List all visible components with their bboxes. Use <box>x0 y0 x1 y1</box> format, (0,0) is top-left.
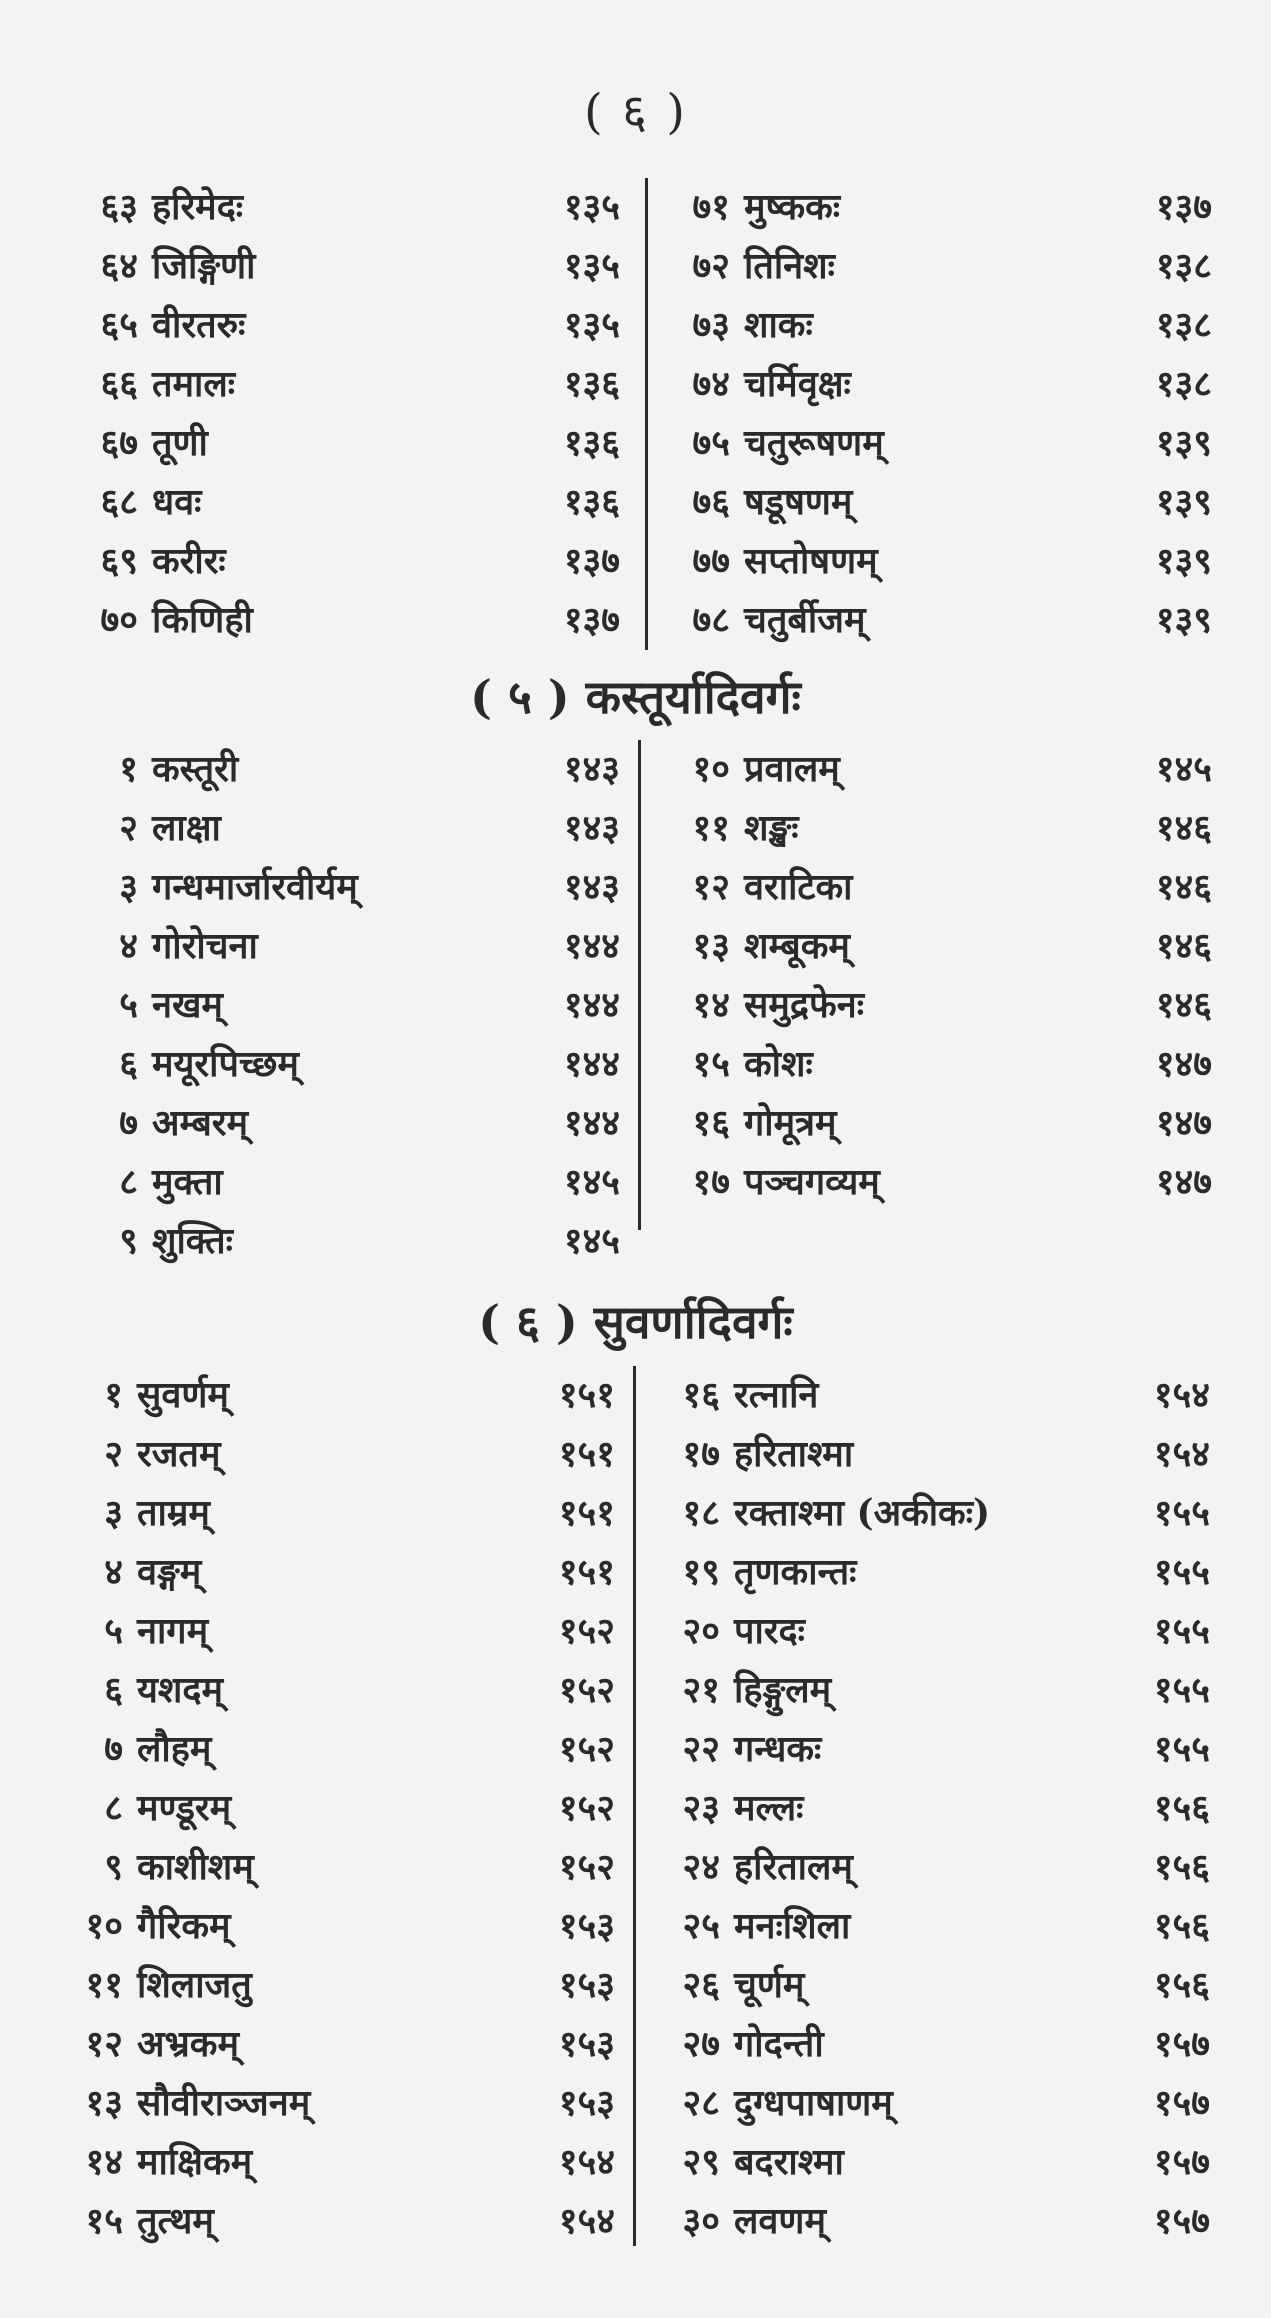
entry-number: १ <box>104 1374 123 1416</box>
entry-number: ६६ <box>100 363 138 405</box>
entry-page-number: १५३ <box>558 1905 615 1947</box>
entry-title: मुष्ककः <box>744 186 841 228</box>
entry-number: १५ <box>692 1043 730 1085</box>
entry-title: नखम् <box>152 984 223 1026</box>
entry-number: २४ <box>682 1846 720 1888</box>
entry-title: करीरः <box>152 540 226 582</box>
entry-page-number: १४४ <box>563 1043 620 1085</box>
toc-column-left <box>60 178 620 650</box>
entry-title: शिलाजतु <box>137 1964 252 2006</box>
entry-page-number: १५२ <box>558 1669 615 1711</box>
toc-entry <box>650 2133 1210 2192</box>
entry-number: ७ <box>104 1728 123 1770</box>
entry-page-number: १४६ <box>1155 866 1212 908</box>
entry-title: अभ्रकम् <box>137 2023 239 2065</box>
toc-entry <box>60 976 620 1035</box>
entry-title: तूणी <box>152 422 208 464</box>
entry-page-number: १३७ <box>563 599 620 641</box>
entry-page-number: १५३ <box>558 2023 615 2065</box>
entry-title: रक्ताश्मा (अकीकः) <box>734 1492 991 1534</box>
entry-page-number: १५५ <box>1153 1492 1210 1534</box>
toc-entry <box>650 1897 1210 1956</box>
entry-number: ३ <box>104 1492 123 1534</box>
entry-page-number: १४६ <box>1155 984 1212 1026</box>
entry-page-number: १५५ <box>1153 1551 1210 1593</box>
entry-title: गोरोचना <box>152 925 258 967</box>
entry-number: ११ <box>85 1964 123 2006</box>
entry-number: ९ <box>119 1220 138 1262</box>
entry-page-number: १३८ <box>1155 304 1212 346</box>
entry-number: ७६ <box>692 481 730 523</box>
entry-page-number: १४५ <box>563 1161 620 1203</box>
entry-title: हरितालम् <box>734 1846 853 1888</box>
entry-number: ७२ <box>692 245 730 287</box>
entry-title: जिङ्गिणी <box>152 245 256 287</box>
entry-page-number: १४३ <box>563 807 620 849</box>
entry-page-number: १५४ <box>1153 1374 1210 1416</box>
toc-column-left <box>60 740 620 1271</box>
toc-entry <box>650 1543 1210 1602</box>
entry-page-number: १४७ <box>1155 1102 1212 1144</box>
toc-entry <box>60 355 620 414</box>
toc-entry <box>45 1720 615 1779</box>
entry-number: १ <box>119 748 138 790</box>
entry-number: १६ <box>682 1374 720 1416</box>
column-divider <box>645 178 648 650</box>
entry-title: कोशः <box>744 1043 813 1085</box>
entry-number: १४ <box>692 984 730 1026</box>
column-divider <box>633 1366 636 2246</box>
entry-page-number: १३५ <box>563 304 620 346</box>
entry-title: सौवीराञ्जनम् <box>137 2082 311 2124</box>
entry-number: १५ <box>85 2200 123 2242</box>
toc-entry <box>650 1425 1210 1484</box>
entry-number: २८ <box>682 2082 720 2124</box>
entry-title: तिनिशः <box>744 245 835 287</box>
entry-number: १० <box>85 1905 123 1947</box>
entry-number: २३ <box>682 1787 720 1829</box>
entry-number: १३ <box>692 925 730 967</box>
toc-entry <box>60 1212 620 1271</box>
toc-entry <box>60 1094 620 1153</box>
toc-entry <box>660 355 1212 414</box>
entry-page-number: १५६ <box>1153 1787 1210 1829</box>
entry-number: २० <box>682 1610 720 1652</box>
toc-entry <box>660 917 1212 976</box>
entry-title: नागम् <box>137 1610 209 1652</box>
entry-page-number: १५४ <box>558 2200 615 2242</box>
entry-title: गोदन्ती <box>734 2023 824 2065</box>
entry-page-number: १३७ <box>563 540 620 582</box>
entry-number: ६८ <box>100 481 138 523</box>
toc-entry <box>660 178 1212 237</box>
entry-title: मनःशिला <box>734 1905 851 1947</box>
toc-entry <box>660 1094 1212 1153</box>
entry-page-number: १५२ <box>558 1610 615 1652</box>
entry-number: ११ <box>692 807 730 849</box>
entry-page-number: १४६ <box>1155 807 1212 849</box>
entry-page-number: १४३ <box>563 748 620 790</box>
entry-number: ६७ <box>100 422 138 464</box>
entry-page-number: १४५ <box>1155 748 1212 790</box>
entry-page-number: १५५ <box>1153 1728 1210 1770</box>
entry-title: अम्बरम् <box>152 1102 249 1144</box>
toc-entry <box>45 1897 615 1956</box>
entry-number: ४ <box>119 925 138 967</box>
entry-number: ६४ <box>100 245 138 287</box>
toc-entry <box>660 1035 1212 1094</box>
entry-number: ६९ <box>100 540 138 582</box>
toc-entry <box>650 1838 1210 1897</box>
toc-entry <box>660 296 1212 355</box>
entry-number: ८ <box>119 1161 138 1203</box>
entry-number: ९ <box>104 1846 123 1888</box>
toc-entry <box>45 2015 615 2074</box>
entry-title: सप्तोषणम् <box>744 540 878 582</box>
entry-number: २९ <box>682 2141 720 2183</box>
entry-title: तुत्थम् <box>137 2200 214 2242</box>
entry-page-number: १५१ <box>558 1374 615 1416</box>
section-heading: ( ५ ) कस्तूर्यादिवर्गः <box>470 670 801 724</box>
entry-title: रजतम् <box>137 1433 221 1475</box>
entry-page-number: १५३ <box>558 1964 615 2006</box>
toc-entry <box>45 1956 615 2015</box>
entry-title: हिङ्गुलम् <box>734 1669 832 1711</box>
toc-entry <box>60 178 620 237</box>
toc-entry <box>660 740 1212 799</box>
entry-title: मयूरपिच्छम् <box>152 1043 299 1085</box>
entry-number: ५ <box>119 984 138 1026</box>
entry-title: धवः <box>152 481 202 523</box>
entry-title: मुक्ता <box>152 1161 223 1203</box>
entry-number: ७५ <box>692 422 730 464</box>
entry-title: शम्बूकम् <box>744 925 850 967</box>
entry-title: लाक्षा <box>152 807 221 849</box>
entry-number: २ <box>104 1433 123 1475</box>
entry-page-number: १५५ <box>1153 1610 1210 1652</box>
toc-entry <box>45 2133 615 2192</box>
entry-page-number: १३८ <box>1155 245 1212 287</box>
entry-page-number: १३७ <box>1155 186 1212 228</box>
entry-number: १२ <box>692 866 730 908</box>
entry-title: प्रवालम् <box>744 748 840 790</box>
entry-page-number: १३६ <box>563 363 620 405</box>
entry-title: चूर्णम् <box>734 1964 805 2006</box>
entry-number: ६५ <box>100 304 138 346</box>
entry-page-number: १३९ <box>1155 422 1212 464</box>
entry-number: २६ <box>682 1964 720 2006</box>
entry-number: १७ <box>692 1161 730 1203</box>
toc-column-right <box>650 1366 1210 2251</box>
toc-entry <box>60 1153 620 1212</box>
entry-number: ६ <box>104 1669 123 1711</box>
entry-number: १० <box>692 748 730 790</box>
entry-page-number: १५१ <box>558 1433 615 1475</box>
toc-entry <box>45 1484 615 1543</box>
entry-number: २५ <box>682 1905 720 1947</box>
toc-entry <box>660 1153 1212 1212</box>
entry-title: पञ्चगव्यम् <box>744 1161 880 1203</box>
toc-entry <box>650 2015 1210 2074</box>
entry-page-number: १४४ <box>563 1102 620 1144</box>
entry-number: १८ <box>682 1492 720 1534</box>
entry-title: यशदम् <box>137 1669 224 1711</box>
entry-number: १२ <box>85 2023 123 2065</box>
toc-entry <box>60 1035 620 1094</box>
entry-page-number: १४६ <box>1155 925 1212 967</box>
toc-entry <box>650 1484 1210 1543</box>
toc-entry <box>650 2192 1210 2251</box>
entry-page-number: १५३ <box>558 2082 615 2124</box>
toc-entry <box>60 473 620 532</box>
toc-entry <box>60 414 620 473</box>
entry-page-number: १५२ <box>558 1846 615 1888</box>
entry-title: चतुर्बीजम् <box>744 599 866 641</box>
entry-page-number: १३६ <box>563 481 620 523</box>
entry-number: ७ <box>119 1102 138 1144</box>
toc-entry <box>45 1425 615 1484</box>
entry-page-number: १३५ <box>563 186 620 228</box>
toc-entry <box>45 1838 615 1897</box>
entry-page-number: १३९ <box>1155 599 1212 641</box>
toc-entry <box>45 1779 615 1838</box>
toc-entry <box>45 1543 615 1602</box>
entry-title: चतुरूषणम् <box>744 422 884 464</box>
entry-page-number: १४७ <box>1155 1161 1212 1203</box>
page-number: ( ६ ) <box>584 84 687 140</box>
entry-title: गैरिकम् <box>137 1905 231 1947</box>
entry-title: वङ्गम् <box>137 1551 202 1593</box>
entry-title: तृणकान्तः <box>734 1551 857 1593</box>
entry-title: मण्डूरम् <box>137 1787 232 1829</box>
entry-page-number: १४४ <box>563 984 620 1026</box>
entry-page-number: १३५ <box>563 245 620 287</box>
entry-number: ८ <box>104 1787 123 1829</box>
toc-entry <box>45 1366 615 1425</box>
entry-number: १४ <box>85 2141 123 2183</box>
entry-page-number: १५७ <box>1153 2082 1210 2124</box>
entry-number: ७४ <box>692 363 730 405</box>
entry-page-number: १३९ <box>1155 540 1212 582</box>
toc-entry <box>60 799 620 858</box>
toc-entry <box>650 1720 1210 1779</box>
entry-title: पारदः <box>734 1610 805 1652</box>
entry-number: १३ <box>85 2082 123 2124</box>
entry-page-number: १३८ <box>1155 363 1212 405</box>
entry-page-number: १५१ <box>558 1492 615 1534</box>
entry-number: १६ <box>692 1102 730 1144</box>
entry-page-number: १५२ <box>558 1787 615 1829</box>
toc-entry <box>660 473 1212 532</box>
entry-title: वराटिका <box>744 866 853 908</box>
entry-page-number: १५६ <box>1153 1964 1210 2006</box>
toc-entry <box>660 414 1212 473</box>
entry-title: बदराश्मा <box>734 2141 844 2183</box>
entry-title: सुवर्णम् <box>137 1374 229 1416</box>
entry-title: मल्लः <box>734 1787 804 1829</box>
entry-page-number: १५६ <box>1153 1846 1210 1888</box>
toc-entry <box>650 2074 1210 2133</box>
entry-title: हरिताश्मा <box>734 1433 854 1475</box>
entry-page-number: १५५ <box>1153 1669 1210 1711</box>
toc-entry <box>60 858 620 917</box>
entry-title: शुक्तिः <box>152 1220 233 1262</box>
entry-title: दुग्धपाषाणम् <box>734 2082 893 2124</box>
entry-page-number: १५१ <box>558 1551 615 1593</box>
entry-title: गन्धकः <box>734 1728 822 1770</box>
toc-entry <box>660 976 1212 1035</box>
entry-title: कस्तूरी <box>152 748 239 790</box>
toc-entry <box>660 799 1212 858</box>
entry-title: हरिमेदः <box>152 186 244 228</box>
entry-page-number: १५७ <box>1153 2200 1210 2242</box>
entry-page-number: १५२ <box>558 1728 615 1770</box>
entry-title: तमालः <box>152 363 236 405</box>
entry-title: काशीशम् <box>137 1846 254 1888</box>
toc-entry <box>45 1602 615 1661</box>
entry-page-number: १४४ <box>563 925 620 967</box>
entry-page-number: १५४ <box>1153 1433 1210 1475</box>
entry-title: चर्मिवृक्षः <box>744 363 851 405</box>
entry-number: २७ <box>682 2023 720 2065</box>
entry-title: षडूषणम् <box>744 481 853 523</box>
entry-number: ७८ <box>692 599 730 641</box>
toc-entry <box>660 591 1212 650</box>
entry-page-number: १३९ <box>1155 481 1212 523</box>
toc-entry <box>45 2192 615 2251</box>
entry-page-number: १५७ <box>1153 2141 1210 2183</box>
entry-page-number: १४५ <box>563 1220 620 1262</box>
toc-entry <box>650 1366 1210 1425</box>
entry-number: १९ <box>682 1551 720 1593</box>
toc-entry <box>60 532 620 591</box>
entry-number: १७ <box>682 1433 720 1475</box>
entry-page-number: १५७ <box>1153 2023 1210 2065</box>
entry-title: गोमूत्रम् <box>744 1102 837 1144</box>
entry-title: रत्नानि <box>734 1374 819 1416</box>
entry-number: २१ <box>682 1669 720 1711</box>
toc-entry <box>660 858 1212 917</box>
entry-number: ७० <box>100 599 138 641</box>
toc-entry <box>45 1661 615 1720</box>
toc-entry <box>650 1956 1210 2015</box>
entry-title: शङ्खः <box>744 807 799 849</box>
entry-title: लौहम् <box>137 1728 212 1770</box>
entry-number: २ <box>119 807 138 849</box>
toc-entry <box>660 532 1212 591</box>
entry-number: ७१ <box>692 186 730 228</box>
entry-title: शाकः <box>744 304 813 346</box>
entry-page-number: १३६ <box>563 422 620 464</box>
entry-title: वीरतरुः <box>152 304 246 346</box>
entry-page-number: १४३ <box>563 866 620 908</box>
entry-page-number: १५४ <box>558 2141 615 2183</box>
entry-page-number: १५६ <box>1153 1905 1210 1947</box>
entry-title: माक्षिकम् <box>137 2141 253 2183</box>
toc-entry <box>60 740 620 799</box>
entry-number: ४ <box>104 1551 123 1593</box>
toc-entry <box>650 1602 1210 1661</box>
entry-number: २२ <box>682 1728 720 1770</box>
toc-entry <box>60 917 620 976</box>
toc-column-right <box>660 740 1212 1212</box>
entry-number: ५ <box>104 1610 123 1652</box>
section-heading: ( ६ ) सुवर्णादिवर्गः <box>478 1295 793 1349</box>
toc-column-right <box>660 178 1212 650</box>
entry-number: ६३ <box>100 186 138 228</box>
toc-column-left <box>45 1366 615 2251</box>
entry-title: लवणम् <box>734 2200 826 2242</box>
toc-entry <box>45 2074 615 2133</box>
entry-number: ७७ <box>692 540 730 582</box>
entry-number: ३० <box>682 2200 720 2242</box>
entry-title: समुद्रफेनः <box>744 984 864 1026</box>
toc-entry <box>660 237 1212 296</box>
toc-entry <box>60 591 620 650</box>
column-divider <box>638 740 641 1230</box>
entry-number: ७३ <box>692 304 730 346</box>
entry-number: ६ <box>119 1043 138 1085</box>
toc-entry <box>60 237 620 296</box>
entry-number: ३ <box>119 866 138 908</box>
toc-entry <box>650 1661 1210 1720</box>
entry-title: किणिही <box>152 599 253 641</box>
entry-title: गन्धमार्जारवीर्यम् <box>152 866 358 908</box>
toc-entry <box>60 296 620 355</box>
toc-entry <box>650 1779 1210 1838</box>
entry-page-number: १४७ <box>1155 1043 1212 1085</box>
entry-title: ताम्रम् <box>137 1492 210 1534</box>
